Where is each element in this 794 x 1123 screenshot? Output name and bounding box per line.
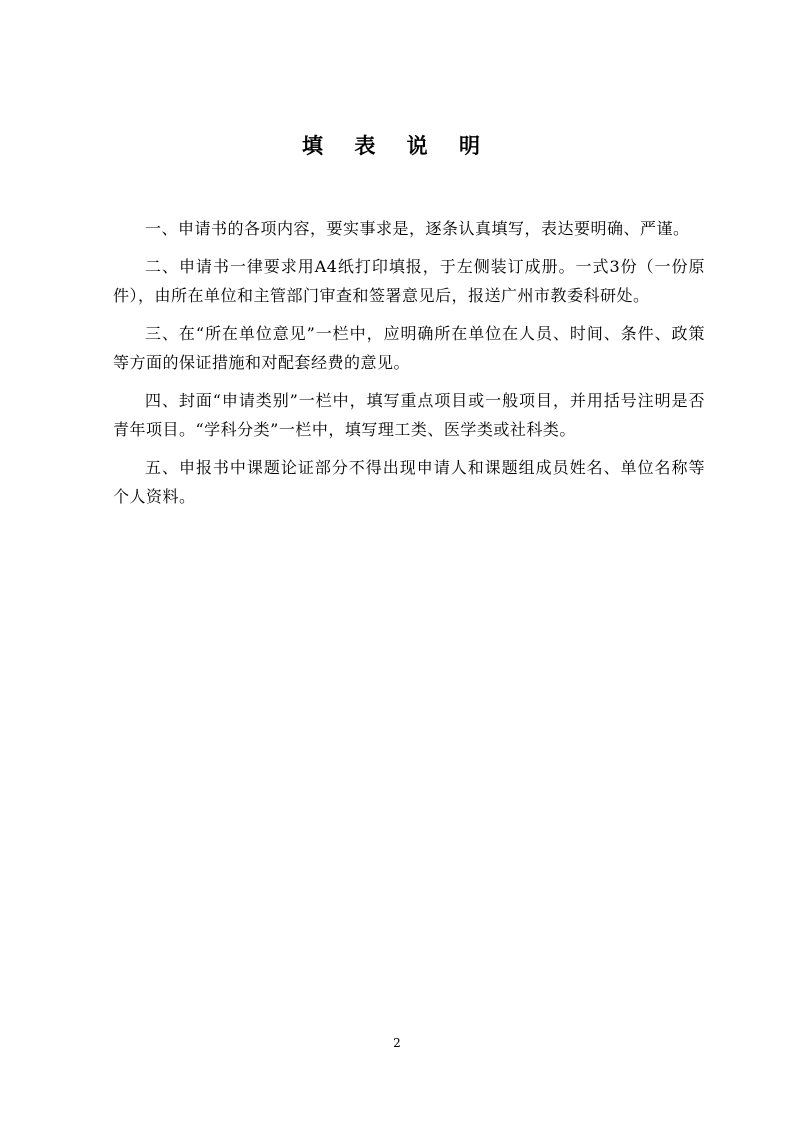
instruction-paragraph-2: 二、申请书一律要求用A4纸打印填报，于左侧装订成册。一式3份（一份原件），由所在单位和主管部门审查和签署意见后，报送广州市教委科研处。 (113, 257, 705, 305)
page-number: 2 (393, 1036, 401, 1050)
instructions-body (113, 214, 705, 511)
instruction-paragraph-5: 五、申报书中课题论证部分不得出现申请人和课题组成员姓名、单位名称等个人资料。 (113, 458, 705, 506)
page-title: 填 表 说 明 (302, 133, 492, 158)
instruction-paragraph-1: 一、申请书的各项内容，要实事求是，逐条认真填写，表达要明确、严谨。 (145, 219, 690, 238)
instruction-paragraph-4: 四、封面“申请类别”一栏中，填写重点项目或一般项目，并用括号注明是否青年项目。“学科分类”一栏中，填写理工类、医学类或社科类。 (113, 391, 705, 439)
instruction-paragraph-3: 三、在“所在单位意见”一栏中，应明确所在单位在人员、时间、条件、政策等方面的保证措施和对配套经费的意见。 (113, 324, 705, 372)
